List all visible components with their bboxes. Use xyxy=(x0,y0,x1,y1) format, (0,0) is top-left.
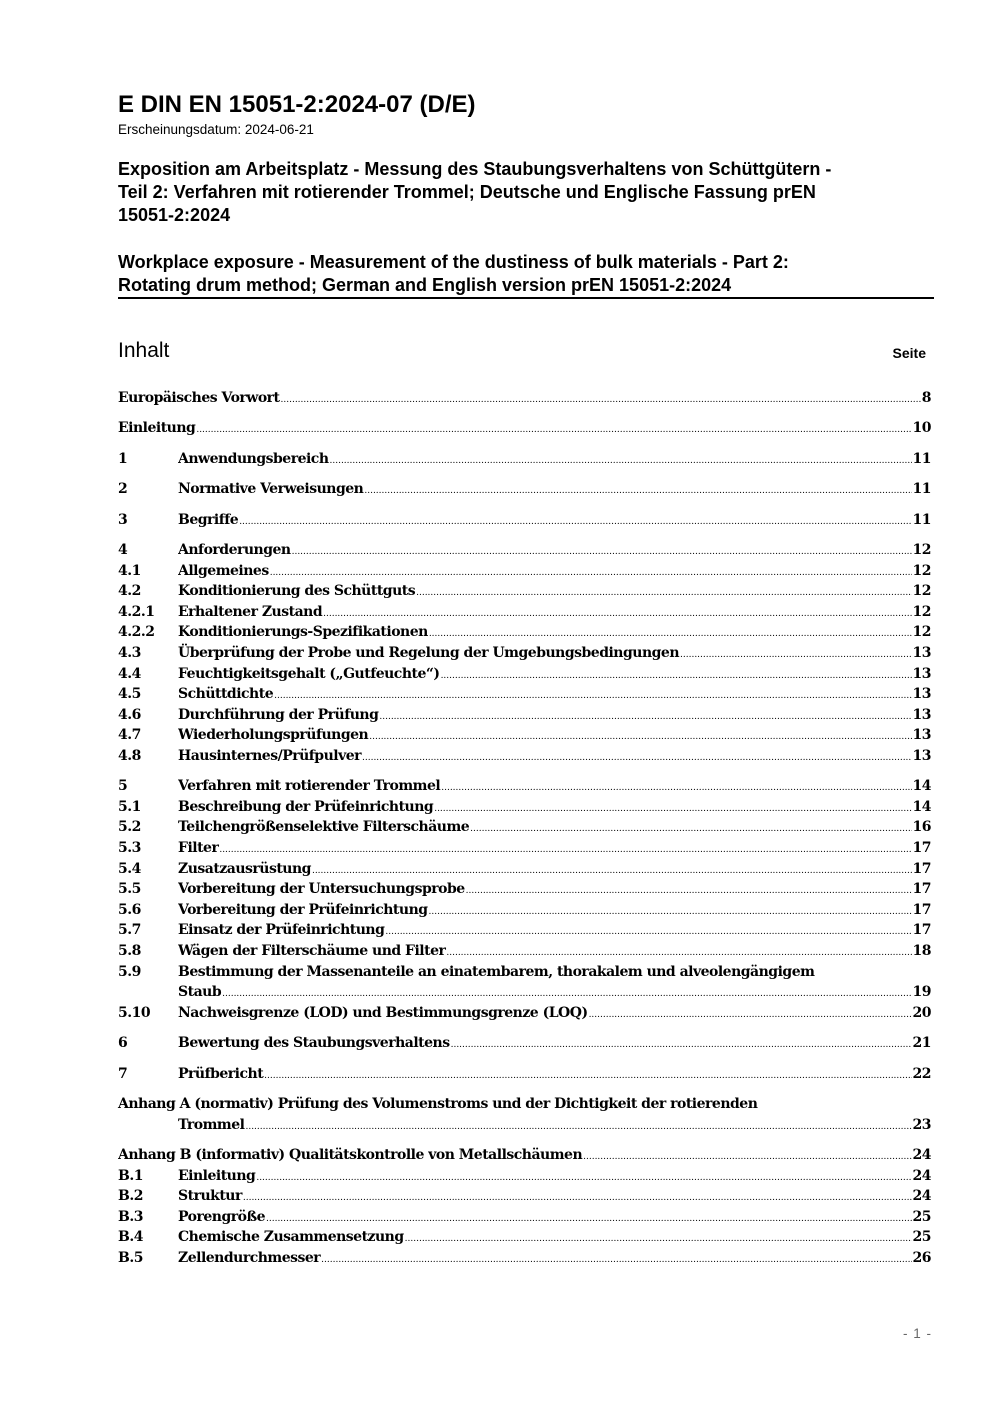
title-german-line: Teil 2: Verfahren mit rotierender Trommel; Deutsche und Englische Fassung prEN xyxy=(118,182,816,202)
toc-entry-title: Vorbereitung der Prüfeinrichtung xyxy=(178,901,428,918)
toc-entry-body xyxy=(178,859,931,882)
toc-entry[interactable] xyxy=(118,643,931,664)
toc-entry-title: Beschreibung der Prüfeinrichtung xyxy=(178,798,434,815)
toc-entry-title: Konditionierung des Schüttguts xyxy=(178,583,416,600)
toc-entry-title: Trommel xyxy=(178,1116,245,1133)
toc-entry-page: 14 xyxy=(912,778,931,795)
toc-leader-dots xyxy=(466,881,912,902)
toc-entry[interactable] xyxy=(118,725,931,746)
toc-entry-page: 12 xyxy=(912,562,931,579)
toc-entry-page: 23 xyxy=(912,1116,931,1133)
toc-entry-page: 16 xyxy=(912,819,931,836)
toc-entry[interactable] xyxy=(118,581,931,602)
toc-entry-number: 5.1 xyxy=(118,798,141,815)
toc-entry-page: 24 xyxy=(912,1146,931,1163)
toc-leader-dots xyxy=(274,686,911,707)
toc-entry-number: 4.2.1 xyxy=(118,603,155,620)
toc-entry-page: 13 xyxy=(912,706,931,723)
toc-entry-title: Einleitung xyxy=(118,420,196,437)
toc-entry[interactable] xyxy=(118,879,931,900)
toc-entry[interactable] xyxy=(118,920,931,941)
toc-entry-title: Filter xyxy=(178,840,219,857)
toc-entry-title: Normative Verweisungen xyxy=(178,481,364,498)
toc-entry-number: B.2 xyxy=(118,1188,143,1205)
toc-entry-body xyxy=(178,643,931,666)
toc-entry[interactable] xyxy=(118,561,931,582)
toc-heading: Inhalt xyxy=(118,339,170,362)
toc-entry-number: 2 xyxy=(118,481,128,498)
toc-entry-body xyxy=(178,1064,931,1087)
toc-entry-title: Anhang B (informativ) Qualitätskontrolle von Metallschäumen xyxy=(118,1146,583,1163)
toc-entry-number: 7 xyxy=(118,1065,128,1082)
toc-entry-body xyxy=(178,449,931,472)
toc-leader-dots xyxy=(266,1209,912,1230)
toc-leader-dots xyxy=(281,390,921,411)
toc-entry-body xyxy=(178,684,931,707)
toc-entry-page: 22 xyxy=(912,1065,931,1082)
document-title: E DIN EN 15051-2:2024-07 (D/E) xyxy=(118,91,476,118)
toc-leader-dots xyxy=(451,1035,912,1056)
title-german xyxy=(118,158,934,227)
toc-entry-number: 4.4 xyxy=(118,665,141,682)
toc-entry-number: B.5 xyxy=(118,1249,143,1266)
toc-leader-dots xyxy=(434,799,911,820)
toc-entry-title: Staub xyxy=(178,984,222,1001)
toc-entry-title: Schüttdichte xyxy=(178,686,274,703)
title-german-line: Exposition am Arbeitsplatz - Messung des Staubungsverhaltens von Schüttgütern - xyxy=(118,159,832,179)
toc-entry-body xyxy=(178,920,931,943)
toc-entry-body xyxy=(118,418,931,441)
toc-entry-number: 4.8 xyxy=(118,747,141,764)
toc-entry-body xyxy=(178,838,931,861)
toc-entry[interactable] xyxy=(118,817,931,838)
toc-entry-body xyxy=(118,388,931,411)
toc-entry-title: Wiederholungsprüfungen xyxy=(178,727,369,744)
toc-entry-page: 26 xyxy=(912,1249,931,1266)
toc-leader-dots xyxy=(680,645,912,666)
toc-entry[interactable] xyxy=(118,746,931,767)
toc-entry-title: Einsatz der Prüfeinrichtung xyxy=(178,922,385,939)
toc-entry-number: 4.3 xyxy=(118,644,141,661)
toc-entry-page: 18 xyxy=(912,943,931,960)
toc-entry-number: 4.1 xyxy=(118,562,141,579)
toc-entry-body xyxy=(178,900,931,923)
toc-entry-body xyxy=(178,776,931,799)
toc-entry-title: Prüfbericht xyxy=(178,1065,264,1082)
toc-entry-title: Erhaltener Zustand xyxy=(178,603,323,620)
toc-leader-dots xyxy=(429,902,912,923)
toc-entry-title: Bewertung des Staubungsverhaltens xyxy=(178,1035,450,1052)
toc-entry-body xyxy=(178,1207,931,1230)
toc-entry-page: 17 xyxy=(912,901,931,918)
toc-leader-dots xyxy=(321,1250,911,1271)
toc-entry-number: 5.8 xyxy=(118,943,141,960)
toc-leader-dots xyxy=(330,451,912,472)
toc-entry-number: B.3 xyxy=(118,1208,143,1225)
toc-leader-dots xyxy=(312,861,912,882)
toc-entry[interactable] xyxy=(118,449,931,470)
title-divider xyxy=(118,297,934,299)
toc-entry[interactable] xyxy=(118,664,931,685)
toc-entry-page: 20 xyxy=(912,1004,931,1021)
toc-entry-page: 21 xyxy=(912,1035,931,1052)
toc-entry-body xyxy=(178,1248,931,1271)
toc-entry[interactable] xyxy=(118,1003,931,1024)
toc-entry-number: 5.9 xyxy=(118,963,141,980)
toc-entry-body xyxy=(178,479,931,502)
toc-entry[interactable] xyxy=(118,1145,931,1166)
toc-entry[interactable] xyxy=(118,1186,931,1207)
toc-entry[interactable] xyxy=(118,479,931,500)
toc-entry-title: Chemische Zusammensetzung xyxy=(178,1229,404,1246)
toc-leader-dots xyxy=(264,1066,911,1087)
toc-leader-dots xyxy=(589,1005,912,1026)
toc-entry-body xyxy=(178,797,931,820)
toc-leader-dots xyxy=(429,624,912,645)
toc-entry-title: Porengröße xyxy=(178,1208,265,1225)
toc-entry-number: 4.5 xyxy=(118,686,141,703)
toc-leader-dots xyxy=(239,512,911,533)
toc-leader-dots xyxy=(364,481,911,502)
toc-entry-number: 1 xyxy=(118,450,128,467)
toc-entry-number: 4.7 xyxy=(118,727,141,744)
toc-entry-number: 6 xyxy=(118,1035,128,1052)
toc-entry-body xyxy=(178,746,931,769)
toc-leader-dots xyxy=(256,1168,911,1189)
toc-entry-page: 25 xyxy=(912,1229,931,1246)
toc-entry-title: Verfahren mit rotierender Trommel xyxy=(178,778,441,795)
toc-leader-dots xyxy=(292,542,912,563)
toc-entry-title: Struktur xyxy=(178,1188,242,1205)
toc-entry-title: Teilchengrößenselektive Filterschäume xyxy=(178,819,470,836)
toc-entry-body xyxy=(178,1003,931,1026)
toc-entry-number: 5.5 xyxy=(118,881,141,898)
toc-entry-page: 12 xyxy=(912,541,931,558)
toc-leader-dots xyxy=(385,922,911,943)
toc-entry[interactable] xyxy=(118,838,931,859)
toc-entry-title: Hausinternes/Prüfpulver xyxy=(178,747,361,764)
toc-entry-title: Durchführung der Prüfung xyxy=(178,706,379,723)
toc-entry-title: Allgemeines xyxy=(178,562,269,579)
toc-entry-page: 17 xyxy=(912,840,931,857)
toc-entry-number: 5.4 xyxy=(118,860,141,877)
toc-entry[interactable] xyxy=(118,1248,931,1269)
toc-leader-dots xyxy=(270,563,912,584)
toc-entry-page: 24 xyxy=(912,1188,931,1205)
toc-entry-title-line: Bestimmung der Massenanteile an einatembarem, thorakalem und alveolengängigem xyxy=(178,963,815,980)
table-of-contents xyxy=(118,388,931,1269)
toc-entry-title: Begriffe xyxy=(178,511,239,528)
toc-entry-body xyxy=(178,581,931,604)
toc-entry-title: Feuchtigkeitsgehalt („Gutfeuchte“) xyxy=(178,665,440,682)
toc-entry[interactable] xyxy=(118,510,931,531)
toc-entry-title-line: Anhang A (normativ) Prüfung des Volumenstroms und der Dichtigkeit der rotierenden xyxy=(118,1095,758,1112)
toc-entry-page: 13 xyxy=(912,686,931,703)
toc-entry-number: 4 xyxy=(118,541,128,558)
toc-entry[interactable] xyxy=(118,797,931,818)
toc-entry-number: 5.10 xyxy=(118,1004,151,1021)
toc-entry-body xyxy=(178,705,931,728)
toc-entry-body xyxy=(178,1033,931,1056)
toc-entry[interactable] xyxy=(118,684,931,705)
toc-entry[interactable] xyxy=(118,941,931,962)
toc-entry-page: 13 xyxy=(912,644,931,661)
title-english xyxy=(118,251,934,297)
toc-leader-dots xyxy=(441,666,912,687)
toc-entry[interactable] xyxy=(118,540,931,561)
toc-entry[interactable] xyxy=(118,900,931,921)
toc-leader-dots xyxy=(446,943,911,964)
toc-entry-body xyxy=(178,1115,931,1138)
toc-entry-title: Zusatzausrüstung xyxy=(178,860,311,877)
toc-entry-body xyxy=(178,510,931,533)
toc-entry-title: Zellendurchmesser xyxy=(178,1249,321,1266)
toc-entry-page: 13 xyxy=(912,727,931,744)
toc-entry-page: 12 xyxy=(912,603,931,620)
toc-leader-dots xyxy=(379,707,911,728)
toc-entry-body xyxy=(178,1186,931,1209)
toc-entry-number: B.4 xyxy=(118,1229,143,1246)
toc-leader-dots xyxy=(323,604,911,625)
toc-leader-dots xyxy=(369,727,911,748)
toc-entry-body xyxy=(178,664,931,687)
toc-entry[interactable] xyxy=(118,418,931,439)
toc-entry[interactable] xyxy=(118,602,931,623)
toc-leader-dots xyxy=(441,778,911,799)
toc-entry-title: Nachweisgrenze (LOD) und Bestimmungsgrenze (LOQ) xyxy=(178,1004,588,1021)
toc-entry-number: 5.6 xyxy=(118,901,141,918)
toc-entry-title: Anwendungsbereich xyxy=(178,450,329,467)
toc-entry-page: 13 xyxy=(912,747,931,764)
toc-entry[interactable] xyxy=(118,1207,931,1228)
toc-entry-number: 4.2 xyxy=(118,583,141,600)
toc-entry[interactable] xyxy=(118,1033,931,1054)
toc-entry-body xyxy=(178,982,931,1005)
title-english-line: Workplace exposure - Measurement of the dustiness of bulk materials - Part 2: xyxy=(118,252,789,272)
toc-leader-dots xyxy=(245,1117,911,1138)
page-number: - 1 - xyxy=(902,1326,932,1341)
toc-leader-dots xyxy=(243,1188,912,1209)
toc-entry-body xyxy=(118,1145,931,1168)
publication-date: Erscheinungsdatum: 2024-06-21 xyxy=(118,122,314,137)
toc-entry-number: 5.7 xyxy=(118,922,141,939)
toc-entry[interactable] xyxy=(118,859,931,880)
toc-entry[interactable] xyxy=(118,388,931,409)
toc-entry-page: 17 xyxy=(912,922,931,939)
toc-entry-title: Vorbereitung der Untersuchungsprobe xyxy=(178,881,465,898)
toc-entry[interactable] xyxy=(118,622,931,643)
toc-entry-body xyxy=(178,540,931,563)
toc-entry-number: 5.2 xyxy=(118,819,141,836)
toc-entry-page: 11 xyxy=(912,511,931,528)
toc-entry-body xyxy=(178,561,931,584)
toc-entry[interactable] xyxy=(118,1064,931,1085)
toc-entry-page: 11 xyxy=(912,481,931,498)
toc-entry-page: 13 xyxy=(912,665,931,682)
toc-entry-page: 11 xyxy=(912,450,931,467)
toc-entry[interactable] xyxy=(118,1094,931,1135)
toc-leader-dots xyxy=(219,840,911,861)
toc-entry-title: Wägen der Filterschäume und Filter xyxy=(178,943,446,960)
toc-leader-dots xyxy=(583,1147,911,1168)
toc-entry-body xyxy=(178,725,931,748)
title-german-line: 15051-2:2024 xyxy=(118,205,231,225)
toc-entry-body xyxy=(178,941,931,964)
toc-entry-body xyxy=(178,602,931,625)
toc-entry-number: 4.6 xyxy=(118,706,141,723)
toc-entry-number: 5 xyxy=(118,778,128,795)
toc-leader-dots xyxy=(416,583,911,604)
toc-entry[interactable] xyxy=(118,962,931,1003)
toc-entry-page: 24 xyxy=(912,1167,931,1184)
toc-entry[interactable] xyxy=(118,705,931,726)
toc-entry-page: 14 xyxy=(912,798,931,815)
toc-entry-page: 12 xyxy=(912,583,931,600)
toc-entry-page: 17 xyxy=(912,860,931,877)
toc-entry-title: Europäisches Vorwort xyxy=(118,390,280,406)
toc-entry-page: 19 xyxy=(912,984,931,1001)
toc-leader-dots xyxy=(470,819,911,840)
toc-leader-dots xyxy=(362,748,912,769)
toc-entry-page: 25 xyxy=(912,1208,931,1225)
toc-entry-number: 3 xyxy=(118,511,128,528)
toc-entry-body xyxy=(178,1227,931,1250)
toc-entry-title: Überprüfung der Probe und Regelung der Umgebungsbedingungen xyxy=(178,644,680,661)
toc-entry-number: 5.3 xyxy=(118,840,141,857)
toc-leader-dots xyxy=(222,984,911,1005)
toc-entry-body xyxy=(178,1166,931,1189)
toc-entry[interactable] xyxy=(118,776,931,797)
toc-entry[interactable] xyxy=(118,1166,931,1187)
toc-page-column-label: Seite xyxy=(892,345,926,361)
toc-entry[interactable] xyxy=(118,1227,931,1248)
toc-entry-page: 10 xyxy=(912,420,931,437)
toc-entry-body xyxy=(178,817,931,840)
title-english-line: Rotating drum method; German and English version prEN 15051-2:2024 xyxy=(118,275,732,295)
toc-entry-body xyxy=(178,622,931,645)
toc-entry-page: 17 xyxy=(912,881,931,898)
toc-leader-dots xyxy=(405,1229,912,1250)
toc-entry-page: 8 xyxy=(921,390,931,406)
toc-leader-dots xyxy=(196,420,911,441)
toc-entry-number: B.1 xyxy=(118,1167,143,1184)
toc-entry-title: Anforderungen xyxy=(178,541,291,558)
toc-entry-title: Konditionierungs-Spezifikationen xyxy=(178,624,428,641)
toc-entry-body xyxy=(178,879,931,902)
toc-entry-title: Einleitung xyxy=(178,1167,256,1184)
toc-entry-number: 4.2.2 xyxy=(118,624,155,641)
toc-entry-page: 12 xyxy=(912,624,931,641)
